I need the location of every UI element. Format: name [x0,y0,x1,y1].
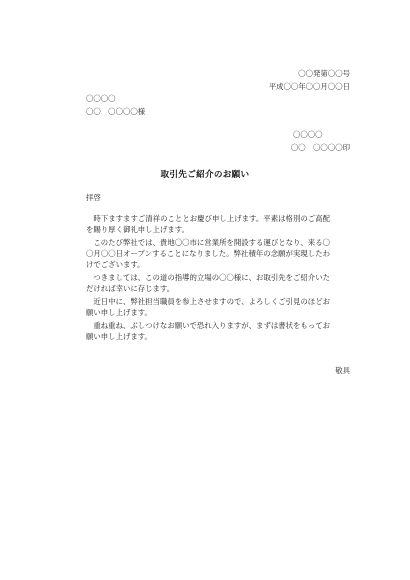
body-paragraph: 重ね重ね、ぶしつけなお願いで恐れ入りますが、まずは書状をもってお願い申し上げます。 [86,321,330,341]
recipient-name: 〇〇 〇〇〇〇様 [86,107,146,116]
closing-salutation: 敬具 [335,366,350,375]
opening-salutation: 拝啓 [86,193,101,202]
recipient-company: 〇〇〇〇 [86,94,116,103]
body-paragraph: つきましては、この道の指導的立場の〇〇様に、お取引先をご紹介いただければ幸いに存じます。 [86,273,330,293]
sender-company: 〇〇〇〇 [293,130,323,139]
body-paragraph: 時下ますますご清祥のこととお慶び申し上げます。平素は格別のご高配を賜り厚く御礼申し上げます。 [86,214,330,234]
letter-date: 平成〇〇年〇〇月〇〇日 [268,82,350,91]
letter-body [86,213,330,344]
body-paragraph: 近日中に、弊社担当職員を参上させますので、よろしくご引見のほどお願い申し上げます。 [86,297,330,317]
document-number: 〇〇発第〇〇号 [298,69,350,78]
body-paragraph: このたび弊社では、貴地〇〇市に営業所を開設する運びとなり、来る〇〇月〇〇日オープンすることになりました。弊社積年の念願が実現したわけでございます。 [86,238,330,269]
letter-title: 取引先ご紹介のお願い [160,170,250,180]
sender-name: 〇〇 〇〇〇〇印 [290,143,350,152]
